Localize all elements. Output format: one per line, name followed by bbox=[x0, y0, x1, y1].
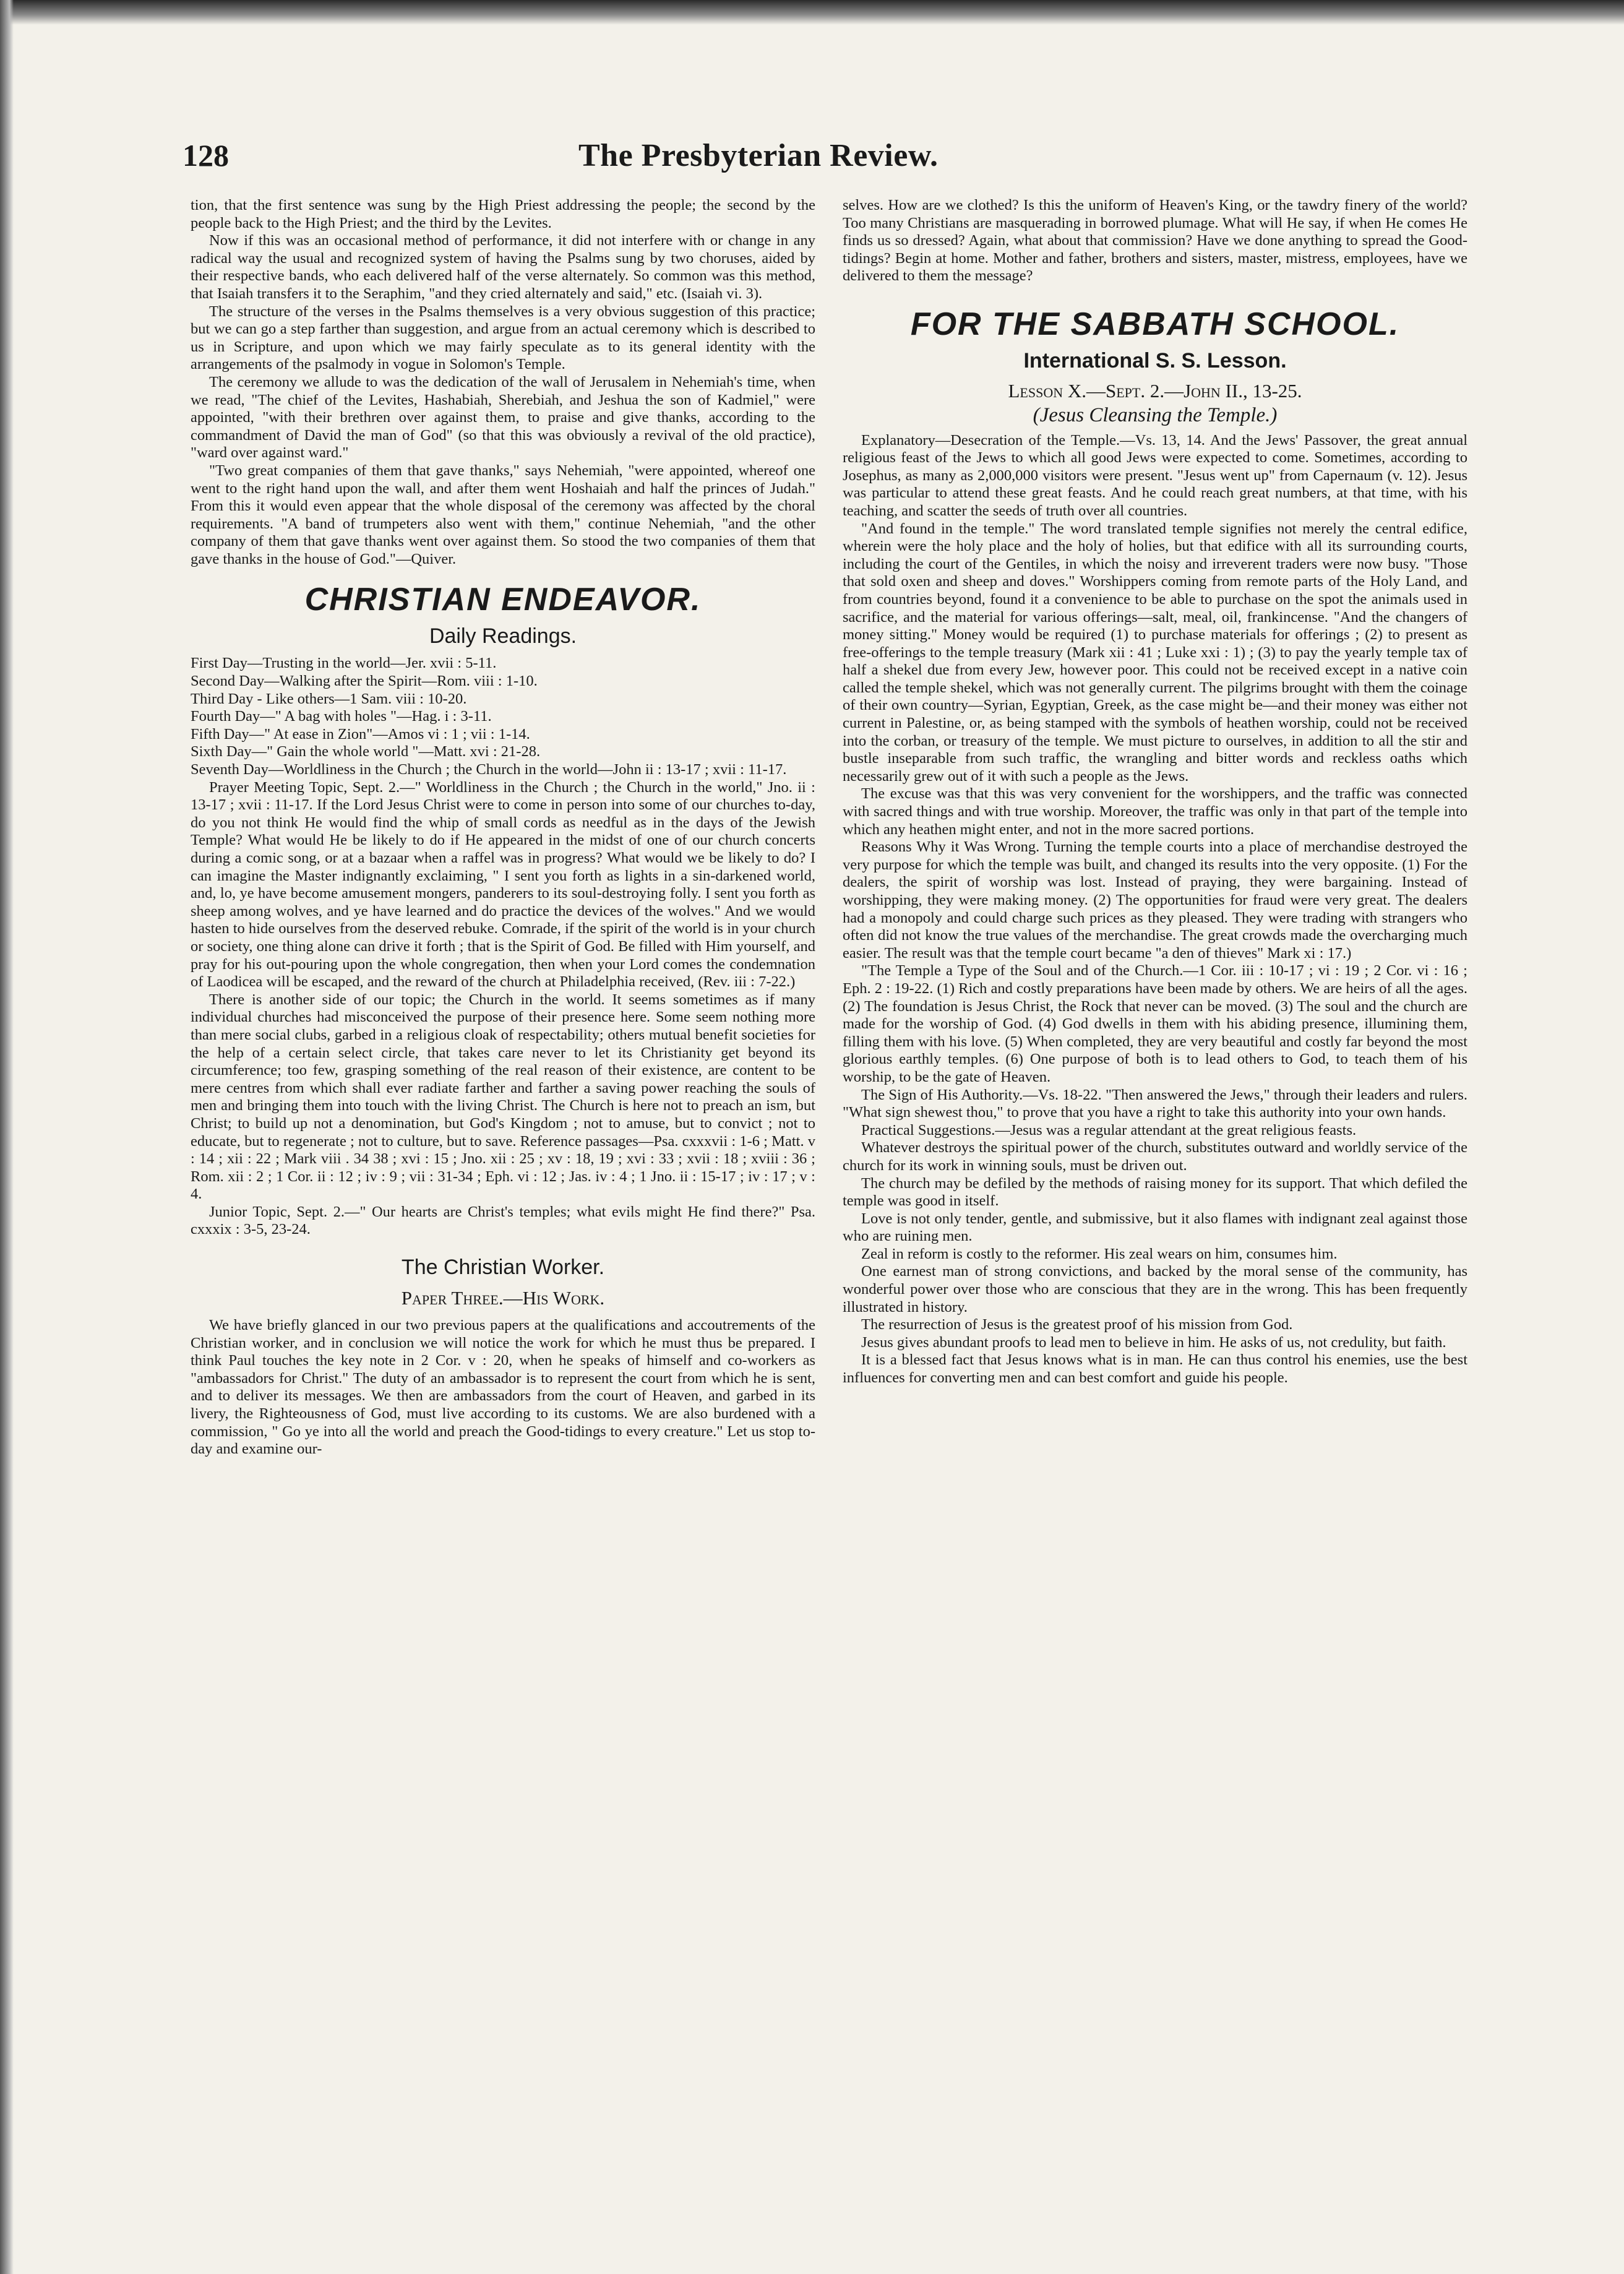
lesson-reference: Lesson X.—Sept. 2.—John II., 13-25. bbox=[1008, 379, 1302, 402]
paragraph: selves. How are we clothed? Is this the uniform of Heaven's King, or the tawdry finery of the world? Too many Christians are masquerading in borrowed plumage. What will He say, if when He comes He finds us so dressed? Again, what about that commission? Have we done anything to spread the Good-tidings? Begin at home. Mother and father, brothers and sisters, master, mistress, employees, have we delivered to them the message? bbox=[843, 197, 1467, 285]
reading-item: Third Day - Like others—1 Sam. viii : 10-20. bbox=[191, 690, 467, 707]
scan-top-edge bbox=[0, 0, 1624, 25]
reading-item: Sixth Day—" Gain the whole world "—Matt. xvi : 21-28. bbox=[191, 743, 541, 760]
paragraph-junior-topic: Junior Topic, Sept. 2.—" Our hearts are Christ's temples; what evils might He find there?" Psa. cxxxix : 3-5, 23-24. bbox=[191, 1203, 815, 1238]
paragraph: Zeal in reform is costly to the reformer. His zeal wears on him, consumes him. bbox=[861, 1245, 1338, 1262]
subheading-international-lesson: International S. S. Lesson. bbox=[1023, 348, 1287, 373]
paragraph: Love is not only tender, gentle, and submissive, but it also flames with indignant zeal against those who are ruining men. bbox=[843, 1210, 1467, 1245]
section-heading-sabbath-school: FOR THE SABBATH SCHOOL. bbox=[910, 306, 1400, 342]
section-heading-christian-endeavor: CHRISTIAN ENDEAVOR. bbox=[304, 582, 702, 618]
paragraph: The church may be defiled by the methods of raising money for its support. That which defiled the temple was good in itself. bbox=[843, 1174, 1467, 1210]
paragraph: The ceremony we allude to was the dedication of the wall of Jerusalem in Nehemiah's time, when we read, "The chief of the Levites, Hashabiah, Sherebiah, and Jeshua the son of Kadmiel," were appointed, "with their brethren over against them, to praise and give thanks, according to the commandment of David the man of God" (so that this was obviously a revival of the old practice), "ward over against ward." bbox=[191, 373, 815, 462]
page-header bbox=[183, 137, 1420, 182]
paragraph: Whatever destroys the spiritual power of the church, substitutes outward and worldly service of the church for its work in winning souls, must be driven out. bbox=[843, 1139, 1467, 1174]
page-number: 128 bbox=[183, 138, 229, 173]
paragraph: "And found in the temple." The word translated temple signifies not merely the central edifice, wherein were the holy place and the holy of holies, but that edifice with all its surrounding courts, including the court of the Gentiles, in which the noisy and irreverent traders were now busy. "Those that sold oxen and sheep and doves." Worshippers coming from remote parts of the Holy Land, and from countries beyond, found it a convenience to be able to purchase on the spot the animals used in sacrifice, and the material for various offerings—salt, meal, oil, frankincense. "And the changers of money sitting." Money would be required (1) to purchase materials for offerings ; (2) to present as free-offerings to the temple treasury (Mark xii : 41 ; Luke xxi : 1) ; (3) to pay the yearly temple tax of half a shekel due from every Jew, however poor. This could not be received except in a native coin called the temple shekel, which was not generally current. The pilgrims brought with them the coinage of their own country—Syrian, Egyptian, Greek, as the case might be—and their money was either not current in Palestine, or, as being stamped with the symbols of heathen worship, could not be received into the corban, or treasury of the temple. We must picture to ourselves, in addition to all the stir and bustle inseparable from such traffic, the wrangling and bitter words and reckless oaths which necessarily grew out of it with such a people as the Jews. bbox=[843, 520, 1467, 785]
reading-item: Second Day—Walking after the Spirit—Rom. viii : 1-10. bbox=[191, 673, 538, 690]
paragraph: Reasons Why it Was Wrong. Turning the temple courts into a place of merchandise destroyed the very purpose for which the temple was built, and changed its results into the very opposite. (1) For the dealers, the spirit of worship was lost. Instead of praying, they were bargaining. Instead of worshipping, they were making money. (2) The opportunities for fraud were very great. The dealers had a monopoly and could charge such prices as they pleased. They were trading with strangers who often did not know the true values of the merchandise. The great crowds made the overcharging much easier. The result was that the temple court became "a den of thieves" Mark xi : 17.) bbox=[843, 838, 1467, 962]
reading-item: Fourth Day—" A bag with holes "—Hag. i : 3-11. bbox=[191, 708, 492, 725]
paragraph: The structure of the verses in the Psalms themselves is a very obvious suggestion of this practice; but we can go a step farther than suggestion, and argue from an actual ceremony which is described to us in Scripture, and upon which we may fairly speculate as to its general identity with the arrangements of the psalmody in vogue in Solomon's Temple. bbox=[191, 303, 815, 373]
paragraph: The excuse was that this was very convenient for the worshippers, and the traffic was connected with sacred things and with true worship. Moreover, the traffic was only in that part of the temple into which any heathen might enter, and not in the more sacred portions. bbox=[843, 785, 1467, 838]
reading-item: First Day—Trusting in the world—Jer. xvii : 5-11. bbox=[191, 655, 497, 672]
subheading-daily-readings: Daily Readings. bbox=[429, 624, 577, 648]
journal-title: The Presbyterian Review. bbox=[578, 138, 939, 173]
paragraph: There is another side of our topic; the Church in the world. It seems sometimes as if many individual churches had misconceived the purpose of their presence here. Some seem nothing more than mere social clubs, garbed in a religious cloak of respectability; others mutual benefit societies for the help of a certain select circle, that takes care never to let its Christianity get beyond its circumference; too few, grasping something of the real reason of their existence, are content to be mere centres from which shall ever radiate farther and farther a saving power reaching the souls of men and bringing them into touch with the living Christ. The Church is here not to preach an ism, but Christ; to build up not a denomination, but God's Kingdom ; not to amuse, but to convict ; not to educate, but to regenerate ; not to culture, but to save. Reference passages—Psa. cxxxvii : 1-6 ; Matt. v : 14 ; xii : 22 ; Mark viii . 34 38 ; xvi : 15 ; Jno. xii : 25 ; xv : 18, 19 ; xvi : 33 ; xvii : 18 ; xviii : 36 ; Rom. xii : 2 ; 1 Cor. ii : 12 ; iv : 9 ; vii : 31-34 ; Eph. vi : 12 ; Jas. iv : 4 ; 1 Jno. ii : 15-17 ; iv : 17 ; v : 4. bbox=[191, 991, 815, 1203]
paragraph: "Two great companies of them that gave thanks," says Nehemiah, "were appointed, whereof one went to the right hand upon the wall, and after them went Hoshaiah and half the princes of Judah." From this it would even appear that the whole disposal of the ceremony was affected by the choral requirements. "A band of trumpeters also went with them," continue Nehemiah, "and the other company of them that gave thanks went over against them. So stood the two companies of them that gave thanks in the house of God."—Quiver. bbox=[191, 462, 815, 567]
paragraph: tion, that the first sentence was sung by the High Priest addressing the people; the second by the people back to the High Priest; and the third by the Levites. bbox=[191, 197, 815, 231]
paragraph: Jesus gives abundant proofs to lead men to believe in him. He asks of us, not credulity, but faith. bbox=[861, 1333, 1446, 1351]
left-column bbox=[191, 197, 815, 2251]
right-column bbox=[843, 197, 1467, 2251]
paragraph: One earnest man of strong convictions, and backed by the moral sense of the community, has wonderful power over those who are conscious that they are in the wrong. This has been frequently illustrated in history. bbox=[843, 1263, 1467, 1316]
paragraph: Practical Suggestions.—Jesus was a regular attendant at the great religious feasts. bbox=[861, 1121, 1357, 1139]
lesson-title: (Jesus Cleansing the Temple.) bbox=[1033, 403, 1278, 426]
reading-item: Fifth Day—" At ease in Zion"—Amos vi : 1 ; vii : 1-14. bbox=[191, 725, 530, 743]
paragraph: Explanatory—Desecration of the Temple.—Vs. 13, 14. And the Jews' Passover, the great annual religious feast of the Jews to which all good Jews were expected to come. Sometimes, according to Josephus, as many as 2,000,000 visitors were present. "Jesus went up" from Capernaum (v. 12). Jesus was particular to attend these great feasts. And he could reach great numbers, at that time, with his teaching, and scatter the seeds of truth over all countries. bbox=[843, 431, 1467, 519]
paragraph: "The Temple a Type of the Soul and of the Church.—1 Cor. iii : 10-17 ; vi : 19 ; 2 Cor. vi : 16 ; Eph. 2 : 19-22. (1) Rich and costly preparations have been made by others. We are heirs of all the ages. (2) The foundation is Jesus Christ, the Rock that never can be moved. (3) The soul and the church are made for the worship of God. (4) God dwells in them with his abiding presence, illumining them, filling them with his love. (5) When completed, they are very beautiful and costly far beyond the most glorious earthly temples. (6) One purpose of both is to lead others to God, to teach them of his worship, to be the gate of Heaven. bbox=[843, 962, 1467, 1085]
scan-left-edge bbox=[0, 0, 14, 2274]
paragraph: The resurrection of Jesus is the greatest proof of his mission from God. bbox=[861, 1316, 1293, 1333]
section-heading-christian-worker: The Christian Worker. bbox=[401, 1255, 605, 1280]
reading-item: Seventh Day—Worldliness in the Church ; the Church in the world—John ii : 13-17 ; xvii : 11-17. bbox=[191, 761, 787, 778]
paragraph: We have briefly glanced in our two previous papers at the qualifications and accoutrements of the Christian worker, and in conclusion we will notice the work for which he must thus be prepared. I think Paul touches the key note in 2 Cor. v : 20, when he speaks of himself and co-workers as "ambassadors for Christ." The duty of an ambassador is to represent the court from which he is sent, and to deliver its messages. We then are ambassadors from the court of Heaven, and garbed in its livery, the Righteousness of God, must live according to its customs. We are also burdened with a commission, " Go ye into all the world and preach the Good-tidings to every creature." Let us stop to-day and examine our- bbox=[191, 1317, 815, 1458]
subheading-paper-three: Paper Three.—His Work. bbox=[401, 1287, 605, 1309]
paragraph-prayer-meeting-topic: Prayer Meeting Topic, Sept. 2.—" Worldliness in the Church ; the Church in the world," Jno. ii : 13-17 ; xvii : 11-17. If the Lord Jesus Christ were to come in person into some of our churches to-day, do you not think He would find the whip of small cords as needful as in the days of the Jewish Temple? What would He be likely to do if He appeared in the midst of one of our church concerts during a comic song, or at a bazaar when a raffel was in progress? What would we be likely to do? I can imagine the Master indignantly exclaiming, " I sent you forth as lights in a sin-darkened world, and, lo, ye have become amusement mongers, panderers to its soul-destroying folly. I sent you forth as sheep among wolves, and ye have learned and do practice the devices of the wolves." And we would hasten to hide ourselves from the deserved rebuke. Comrade, if the spirit of the world is in your church or society, one thing alone can drive it forth ; that is the Spirit of God. Be filled with Him yourself, and pray for his out-pouring upon the whole congregation, then when your Lord comes the condemnation of Laodicea will be escaped, and the reward of the church at Philadelphia received, (Rev. iii : 7-22.) bbox=[191, 778, 815, 991]
paragraph: It is a blessed fact that Jesus knows what is in man. He can thus control his enemies, use the best influences for converting men and can best comfort and guide his people. bbox=[843, 1351, 1467, 1387]
paragraph: The Sign of His Authority.—Vs. 18-22. "Then answered the Jews," through their leaders and rulers. "What sign shewest thou," to prove that you have a right to take this authority into your own hands. bbox=[843, 1086, 1467, 1121]
paragraph: Now if this was an occasional method of performance, it did not interfere with or change in any radical way the usual and recognized system of having the Psalms sung by two choruses, aided by their respective bands, who each delivered half of the verse alternately. So common was this method, that Isaiah transfers it to the Seraphim, "and they cried alternately and said," etc. (Isaiah vi. 3). bbox=[191, 232, 815, 302]
